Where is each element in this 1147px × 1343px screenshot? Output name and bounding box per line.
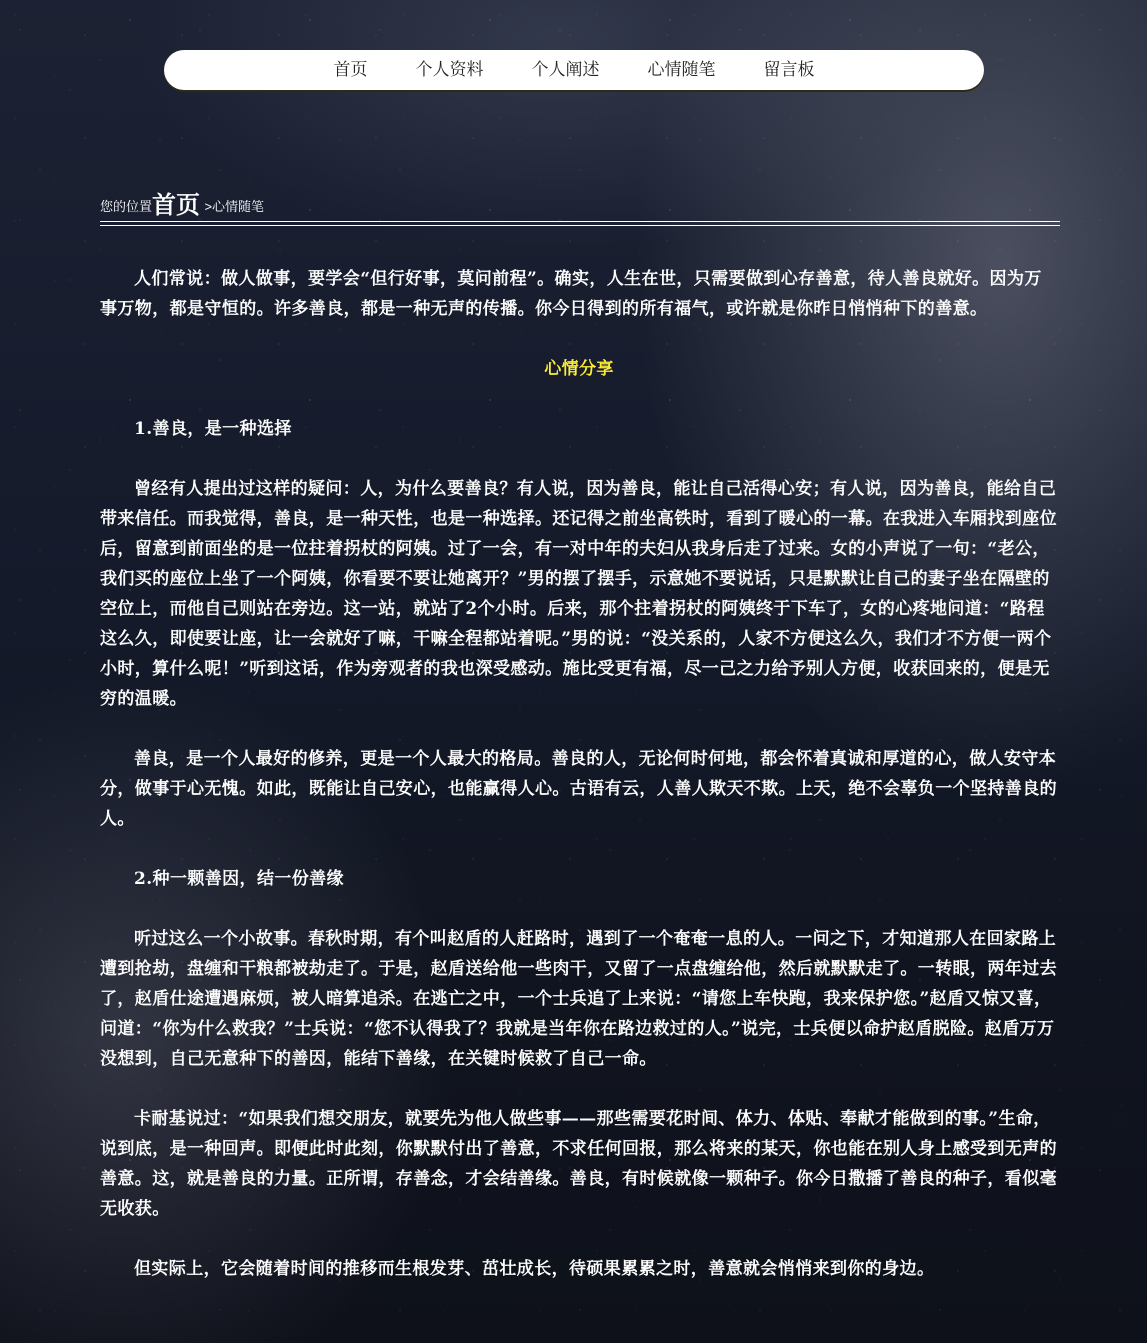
nav-item-statement[interactable]: 个人阐述 [531, 60, 600, 79]
nav-item-profile[interactable]: 个人资料 [415, 60, 484, 79]
subheading-2: 2.种一颗善因，结一份善缘 [134, 869, 344, 889]
top-navigation [164, 50, 984, 90]
nav-item-essays[interactable]: 心情随笔 [647, 60, 716, 79]
paragraph-5: 但实际上，它会随着时间的推移而生根发芽、茁壮成长，待硕果累累之时，善意就会悄悄来到你的身边。 [134, 1259, 935, 1279]
paragraph-1: 曾经有人提出过这样的疑问：人，为什么要善良？有人说，因为善良，能让自己活得心安；有人说，因为善良，能给自己带来信任。而我觉得，善良，是一种天性，也是一种选择。还记得之前坐高铁时，看到了暖心的一幕。在我进入车厢找到座位后，留意到前面坐的是一位拄着拐杖的阿姨。过了一会，有一对中年的夫妇从我身后走了过来。女的小声说了一句：“老公，我们买的座位上坐了一个阿姨，你看要不要让她离开？”男的摆了摆手，示意她不要说话，只是默默让自己的妻子坐在隔壁的空位上，而他自己则站在旁边。这一站，就站了2个小时。后来，那个拄着拐杖的阿姨终于下车了，女的心疼地问道：“路程这么久，即使要让座，让一会就好了嘛，干嘛全程都站着呢。”男的说：“没关系的，人家不方便这么久，我们才不方便一两个小时，算什么呢！”听到这话，作为旁观者的我也深受感动。施比受更有福，尽一己之力给予别人方便，收获回来的，便是无穷的温暖。 [100, 479, 1057, 709]
breadcrumb-prefix: 您的位置 [100, 199, 153, 214]
article-body [100, 264, 1058, 1314]
paragraph-2: 善良，是一个人最好的修养，更是一个人最大的格局。善良的人，无论何时何地，都会怀着真诚和厚道的心，做人安守本分，做事于心无愧。如此，既能让自己安心，也能赢得人心。古语有云，人善人欺天不欺。上天，绝不会辜负一个坚持善良的人。 [100, 749, 1057, 829]
nav-item-home[interactable]: 首页 [333, 60, 368, 79]
nav-item-guestbook[interactable]: 留言板 [763, 60, 815, 79]
subheading-1: 1.善良，是一种选择 [134, 419, 292, 439]
breadcrumb-home-link[interactable]: 首页 [152, 192, 201, 219]
paragraph-4: 卡耐基说过：“如果我们想交朋友，就要先为他人做些事——那些需要花时间、体力、体贴、奉献才能做到的事。”生命，说到底，是一种回声。即便此时此刻，你默默付出了善意，不求任何回报，那么将来的某天，你也能在别人身上感受到无声的善意。这，就是善良的力量。正所谓，存善念，才会结善缘。善良，有时候就像一颗种子。你今日撒播了善良的种子，看似毫无收获。 [100, 1109, 1057, 1219]
intro-paragraph: 人们常说：做人做事，要学会“但行好事，莫问前程”。确实，人生在世，只需要做到心存善意，待人善良就好。因为万事万物，都是守恒的。许多善良，都是一种无声的传播。你今日得到的所有福气，或许就是你昨日悄悄种下的善意。 [100, 269, 1042, 319]
section-title: 心情分享 [544, 359, 614, 379]
breadcrumb [100, 185, 1060, 220]
paragraph-3: 听过这么一个小故事。春秋时期，有个叫赵盾的人赶路时，遇到了一个奄奄一息的人。一问之下，才知道那人在回家路上遭到抢劫，盘缠和干粮都被劫走了。于是，赵盾送给他一些肉干，又留了一点盘缠给他，然后就默默走了。一转眼，两年过去了，赵盾仕途遭遇麻烦，被人暗算追杀。在逃亡之中，一个士兵追了上来说：“请您上车快跑，我来保护您。”赵盾又惊又喜，问道：“你为什么救我？”士兵说：“您不认得我了？我就是当年你在路边救过的人。”说完，士兵便以命护赵盾脱险。赵盾万万没想到，自己无意种下的善因，能结下善缘，在关键时候救了自己一命。 [100, 929, 1057, 1069]
breadcrumb-current: >心情随笔 [204, 199, 265, 214]
breadcrumb-divider [100, 221, 1060, 226]
